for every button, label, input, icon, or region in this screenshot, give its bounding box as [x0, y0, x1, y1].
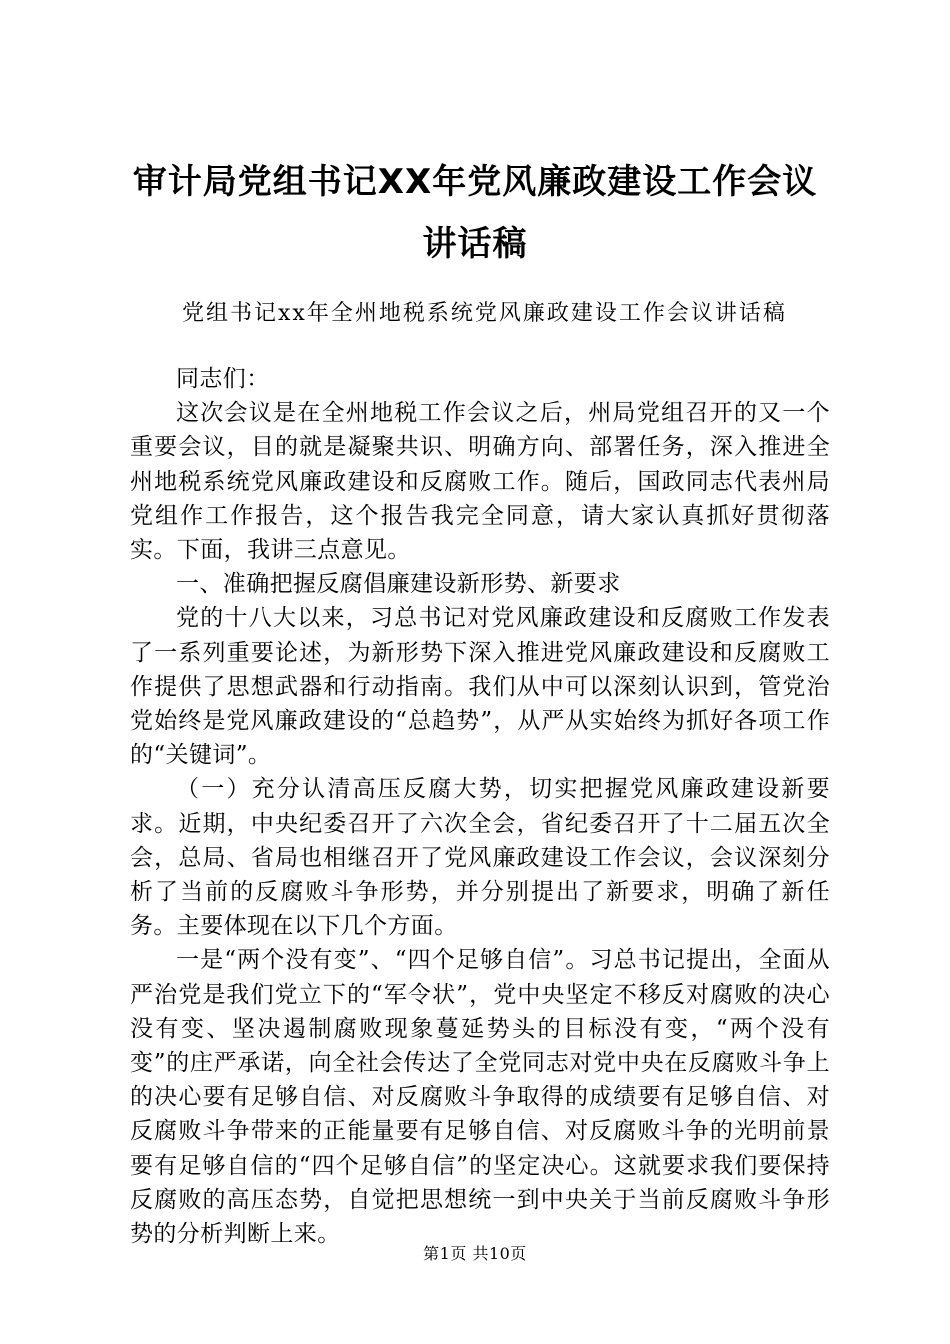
salutation: 同志们： [176, 366, 270, 392]
document-body [130, 362, 830, 1251]
page-footer: 第1页 共10页 [423, 1244, 527, 1263]
body-paragraph: 一是“两个没有变”、“四个足够自信”。习总书记提出，全面从严治党是我们党立下的“军令状”，党中央坚定不移反对腐败的决心没有变、坚决遏制腐败现象蔓延势头的目标没有变，“两个没有变”的庄严承诺，向全社会传达了全党同志对党中央在反腐败斗争上的决心要有足够自信、对反腐败斗争取得的成绩要有足够自信、对反腐败斗争带来的正能量要有足够自信、对反腐败斗争的光明前景要有足够自信的“四个足够自信”的坚定决心。这就要求我们要保持反腐败的高压态势，自觉把思想统一到中央关于当前反腐败斗争形势的分析判断上来。 [130, 947, 830, 1248]
body-paragraph: （一）充分认清高压反腐大势，切实把握党风廉政建设新要求。近期，中央纪委召开了六次全会，省纪委召开了十二届五次全会，总局、省局也相继召开了党风廉政建设工作会议，会议深刻分析了当前的反腐败斗争形势，并分别提出了新要求，明确了新任务。主要体现在以下几个方面。 [130, 776, 830, 940]
document-subtitle: 党组书记xx年全州地税系统党风廉政建设工作会议讲话稿 [182, 301, 787, 326]
document-title-line2: 讲话稿 [422, 224, 528, 264]
body-paragraph: 这次会议是在全州地税工作会议之后，州局党组召开的又一个重要会议，目的就是凝聚共识、明确方向、部署任务，深入推进全州地税系统党风廉政建设和反腐败工作。随后，国政同志代表州局党组作工作报告，这个报告我完全同意，请大家认真抓好贯彻落实。下面，我讲三点意见。 [130, 400, 830, 564]
body-paragraph: 党的十八大以来，习总书记对党风廉政建设和反腐败工作发表了一系列重要论述，为新形势下深入推进党风廉政建设和反腐败工作提供了思想武器和行动指南。我们从中可以深刻认识到，管党治党始终是党风廉政建设的“总趋势”，从严从实始终为抓好各项工作的“关键词”。 [130, 605, 830, 769]
document-title-line1: 审计局党组书记XX年党风廉政建设工作会议 [132, 162, 818, 202]
section-heading: 一、准确把握反腐倡廉建设新形势、新要求 [176, 571, 621, 598]
